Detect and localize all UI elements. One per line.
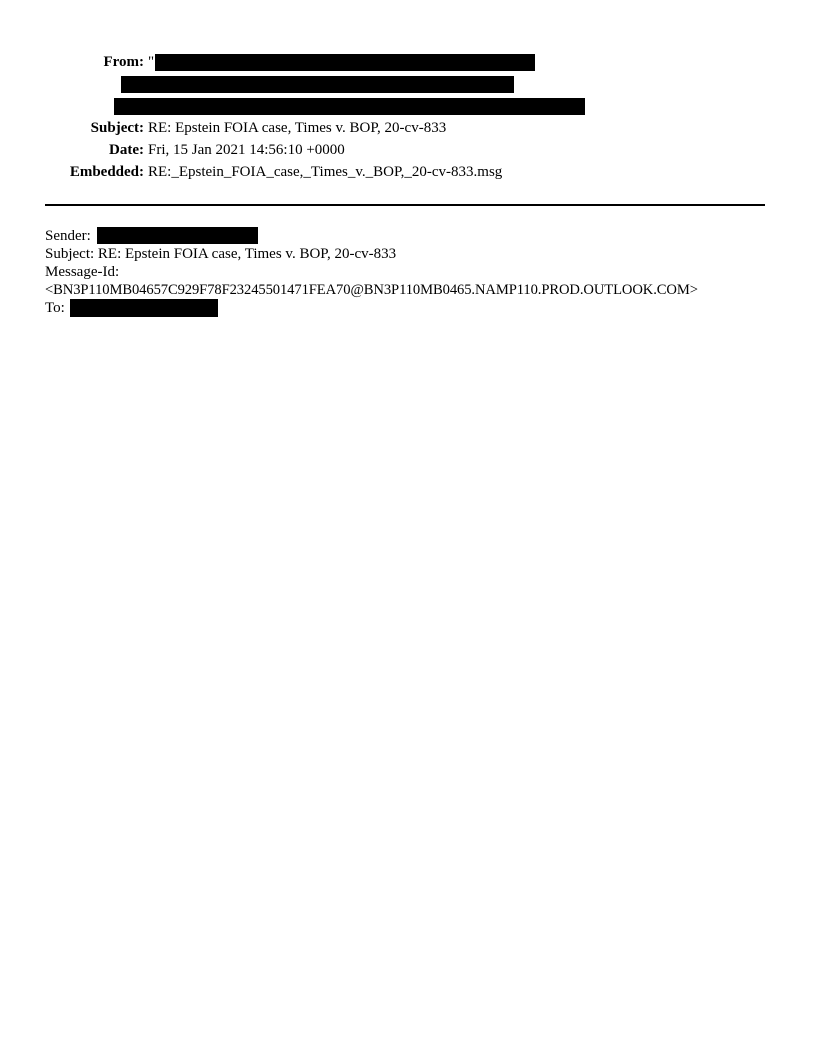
subject-row <box>0 117 816 139</box>
date-label: Date: <box>109 142 144 158</box>
embedded-value: RE:_Epstein_FOIA_case,_Times_v._BOP,_20-cv-833.msg <box>148 164 503 180</box>
date-row <box>0 139 816 161</box>
message-id-value: <BN3P110MB04657C929F78F23245501471FEA70@BN3P110MB0465.NAMP110.PROD.OUTLOOK.COM> <box>45 282 698 298</box>
from-label: From: <box>103 54 144 70</box>
to-line <box>45 299 65 317</box>
redaction-from-line-1 <box>155 54 535 71</box>
to-label: To: <box>45 300 65 316</box>
meta-subject-line: Subject: RE: Epstein FOIA case, Times v. BOP, 20-cv-833 <box>45 246 397 262</box>
embedded-label: Embedded: <box>69 164 144 180</box>
redaction-from-line-2 <box>121 76 514 93</box>
date-value: Fri, 15 Jan 2021 14:56:10 +0000 <box>148 142 345 158</box>
redaction-from-line-3 <box>114 98 585 115</box>
redaction-to <box>70 299 218 317</box>
subject-value: RE: Epstein FOIA case, Times v. BOP, 20-cv-833 <box>148 120 447 136</box>
from-value: " <box>148 54 155 70</box>
redaction-sender <box>97 227 258 244</box>
message-id-label: Message-Id: <box>45 264 120 280</box>
embedded-row <box>0 161 816 183</box>
subject-label: Subject: <box>90 120 144 136</box>
header-divider <box>45 204 765 206</box>
sender-label: Sender: <box>45 228 91 244</box>
sender-line <box>45 227 91 245</box>
